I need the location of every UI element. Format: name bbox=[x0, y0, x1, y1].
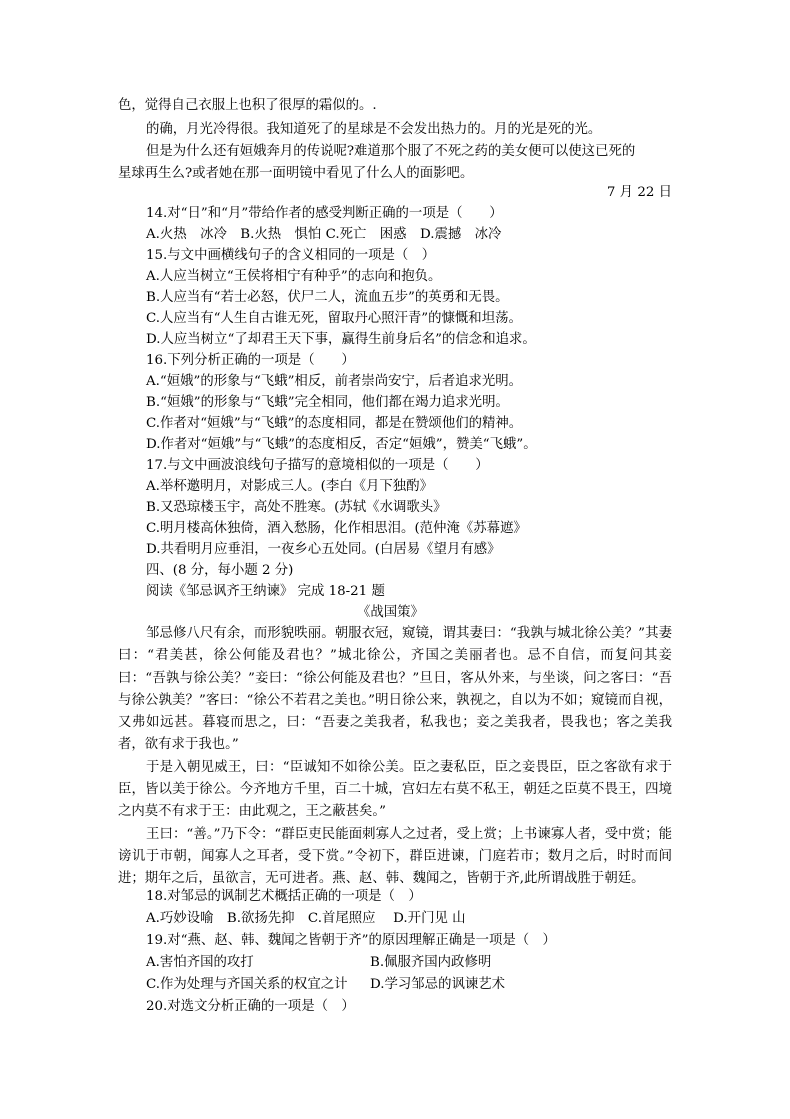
essay-line: 色，觉得自己衣服上也积了很厚的霜似的。. bbox=[118, 98, 377, 113]
option-16b: B.“姮娥”的形象与“飞蛾”完全相同，他们都在竭力追求光明。 bbox=[146, 395, 509, 410]
option-15b: B.人应当有“若士必怒，伏尸二人，流血五步”的英勇和无畏。 bbox=[146, 290, 509, 305]
option-16a: A.“姮娥”的形象与“飞蛾”相反，前者崇尚安宁，后者追求光明。 bbox=[146, 374, 523, 389]
question-16: 16.下列分析正确的一项是（ ） bbox=[146, 353, 355, 368]
option-19c: C.作为处理与齐国关系的权宜之计 bbox=[146, 977, 348, 992]
essay-line: 星球再生么?或者她在那一面明镜中看见了什么人的面影吧。 bbox=[118, 166, 474, 181]
question-14-options: A.火热 冰冷 B.火热 惧怕 C.死亡 困惑 D.震撼 冰冷 bbox=[146, 227, 502, 242]
question-18-options: A.巧妙设喻 B.欲扬先抑 C.首尾照应 D.开门见 山 bbox=[146, 911, 466, 926]
classical-paragraph-2: 于是入朝见威王，曰：“臣诚知不如徐公美。臣之妻私臣，臣之妾畏臣，臣之客欲有求于臣，皆以美于徐公。今齐地方千里，百二十城，宫妇左右莫不私王，朝廷之臣莫不畏王，四境之内莫不有求于王：由此观之，王之蔽甚矣。” bbox=[118, 759, 672, 820]
classical-paragraph-3: 王曰：“善。”乃下令：“群臣吏民能面刺寡人之过者，受上赏；上书谏寡人者，受中赏；能谤讥于市朝，闻寡人之耳者，受下赏。”令初下，群臣进谏，门庭若市；数月之后，时时而间进；期年之后，虽欲言，无可进者。燕、赵、韩、魏闻之，皆朝于齐,此所谓战胜于朝廷。 bbox=[118, 826, 672, 887]
option-17a: A.举杯邀明月，对影成三人。(李白《月下独酌》 bbox=[146, 479, 433, 494]
option-19d: D.学习邹忌的讽谏艺术 bbox=[370, 977, 506, 992]
question-17: 17.与文中画波浪线句子描写的意境相似的一项是（ ） bbox=[146, 458, 489, 473]
option-16d: D.作者对“姮娥”与“飞蛾”的态度相反，否定“姮娥”，赞美“飞蛾”。 bbox=[146, 437, 537, 452]
option-15c: C.人应当有“人生自古谁无死，留取丹心照汗青”的慷慨和坦荡。 bbox=[146, 311, 522, 326]
essay-line: 但是为什么还有姮娥奔月的传说呢?难道那个服了不死之药的美女便可以使这已死的 bbox=[146, 144, 636, 159]
question-20: 20.对选文分析正确的一项是（ ） bbox=[146, 999, 355, 1014]
option-19b: B.佩服齐国内政修明 bbox=[370, 955, 492, 970]
question-19: 19.对“燕、赵、韩、魏闻之皆朝于齐”的原因理解正确是一项是（ ） bbox=[146, 933, 556, 948]
option-16c: C.作者对“姮娥”与“飞蛾”的态度相同，都是在赞颂他们的精神。 bbox=[146, 416, 523, 431]
option-19a: A.害怕齐国的攻打 bbox=[146, 955, 254, 970]
option-17d: D.共看明月应垂泪，一夜乡心五处同。(白居易《望月有感》 bbox=[146, 542, 501, 557]
classical-passage bbox=[118, 623, 672, 891]
question-14: 14.对“日”和“月”带给作者的感受判断正确的一项是（ ） bbox=[146, 206, 503, 221]
classical-paragraph-1: 邹忌修八尺有余，而形貌昳丽。朝服衣冠，窥镜，谓其妻曰：“我孰与城北徐公美？”其妻曰：“君美甚，徐公何能及君也？”城北徐公，齐国之美丽者也。忌不自信，而复问其妾曰：“吾孰与徐公美？”妾曰：“徐公何能及君也？”旦日，客从外来，与坐谈，问之客曰：“吾与徐公孰美？”客曰：“徐公不若君之美也。”明日徐公来，孰视之，自以为不如；窥镜而自视，又弗如远甚。暮寝而思之，曰：“吾妻之美我者，私我也；妾之美我者，畏我也；客之美我者，欲有求于我也。” bbox=[118, 626, 672, 753]
option-17b: B.又恐琼楼玉宇，高处不胜寒。(苏轼《水调歌头》 bbox=[146, 500, 447, 515]
option-15d: D.人应当树立“了却君王天下事，赢得生前身后名”的信念和追求。 bbox=[146, 332, 536, 347]
essay-line: 的确，月光冷得很。我知道死了的星球是不会发出热力的。月的光是死的光。 bbox=[146, 122, 602, 137]
question-18: 18.对邹忌的讽制艺术概括正确的一项是（ ） bbox=[146, 889, 422, 904]
reading-instruction: 阅读《邹忌讽齐王纳谏》 完成 18-21 题 bbox=[146, 584, 385, 599]
question-15: 15.与文中画横线句子的含义相同的一项是（ ） bbox=[146, 248, 436, 263]
essay-date: 7 月 22 日 bbox=[606, 185, 672, 200]
option-15a: A.人应当树立“王侯将相宁有种乎”的志向和抱负。 bbox=[146, 269, 442, 284]
option-17c: C.明月楼高休独倚，酒入愁肠，化作相思泪。(范仲淹《苏幕遮》 bbox=[146, 521, 527, 536]
section-four-heading: 四、(8 分，每小题 2 分) bbox=[146, 563, 294, 578]
source-title: 《战国策》 bbox=[357, 605, 424, 620]
